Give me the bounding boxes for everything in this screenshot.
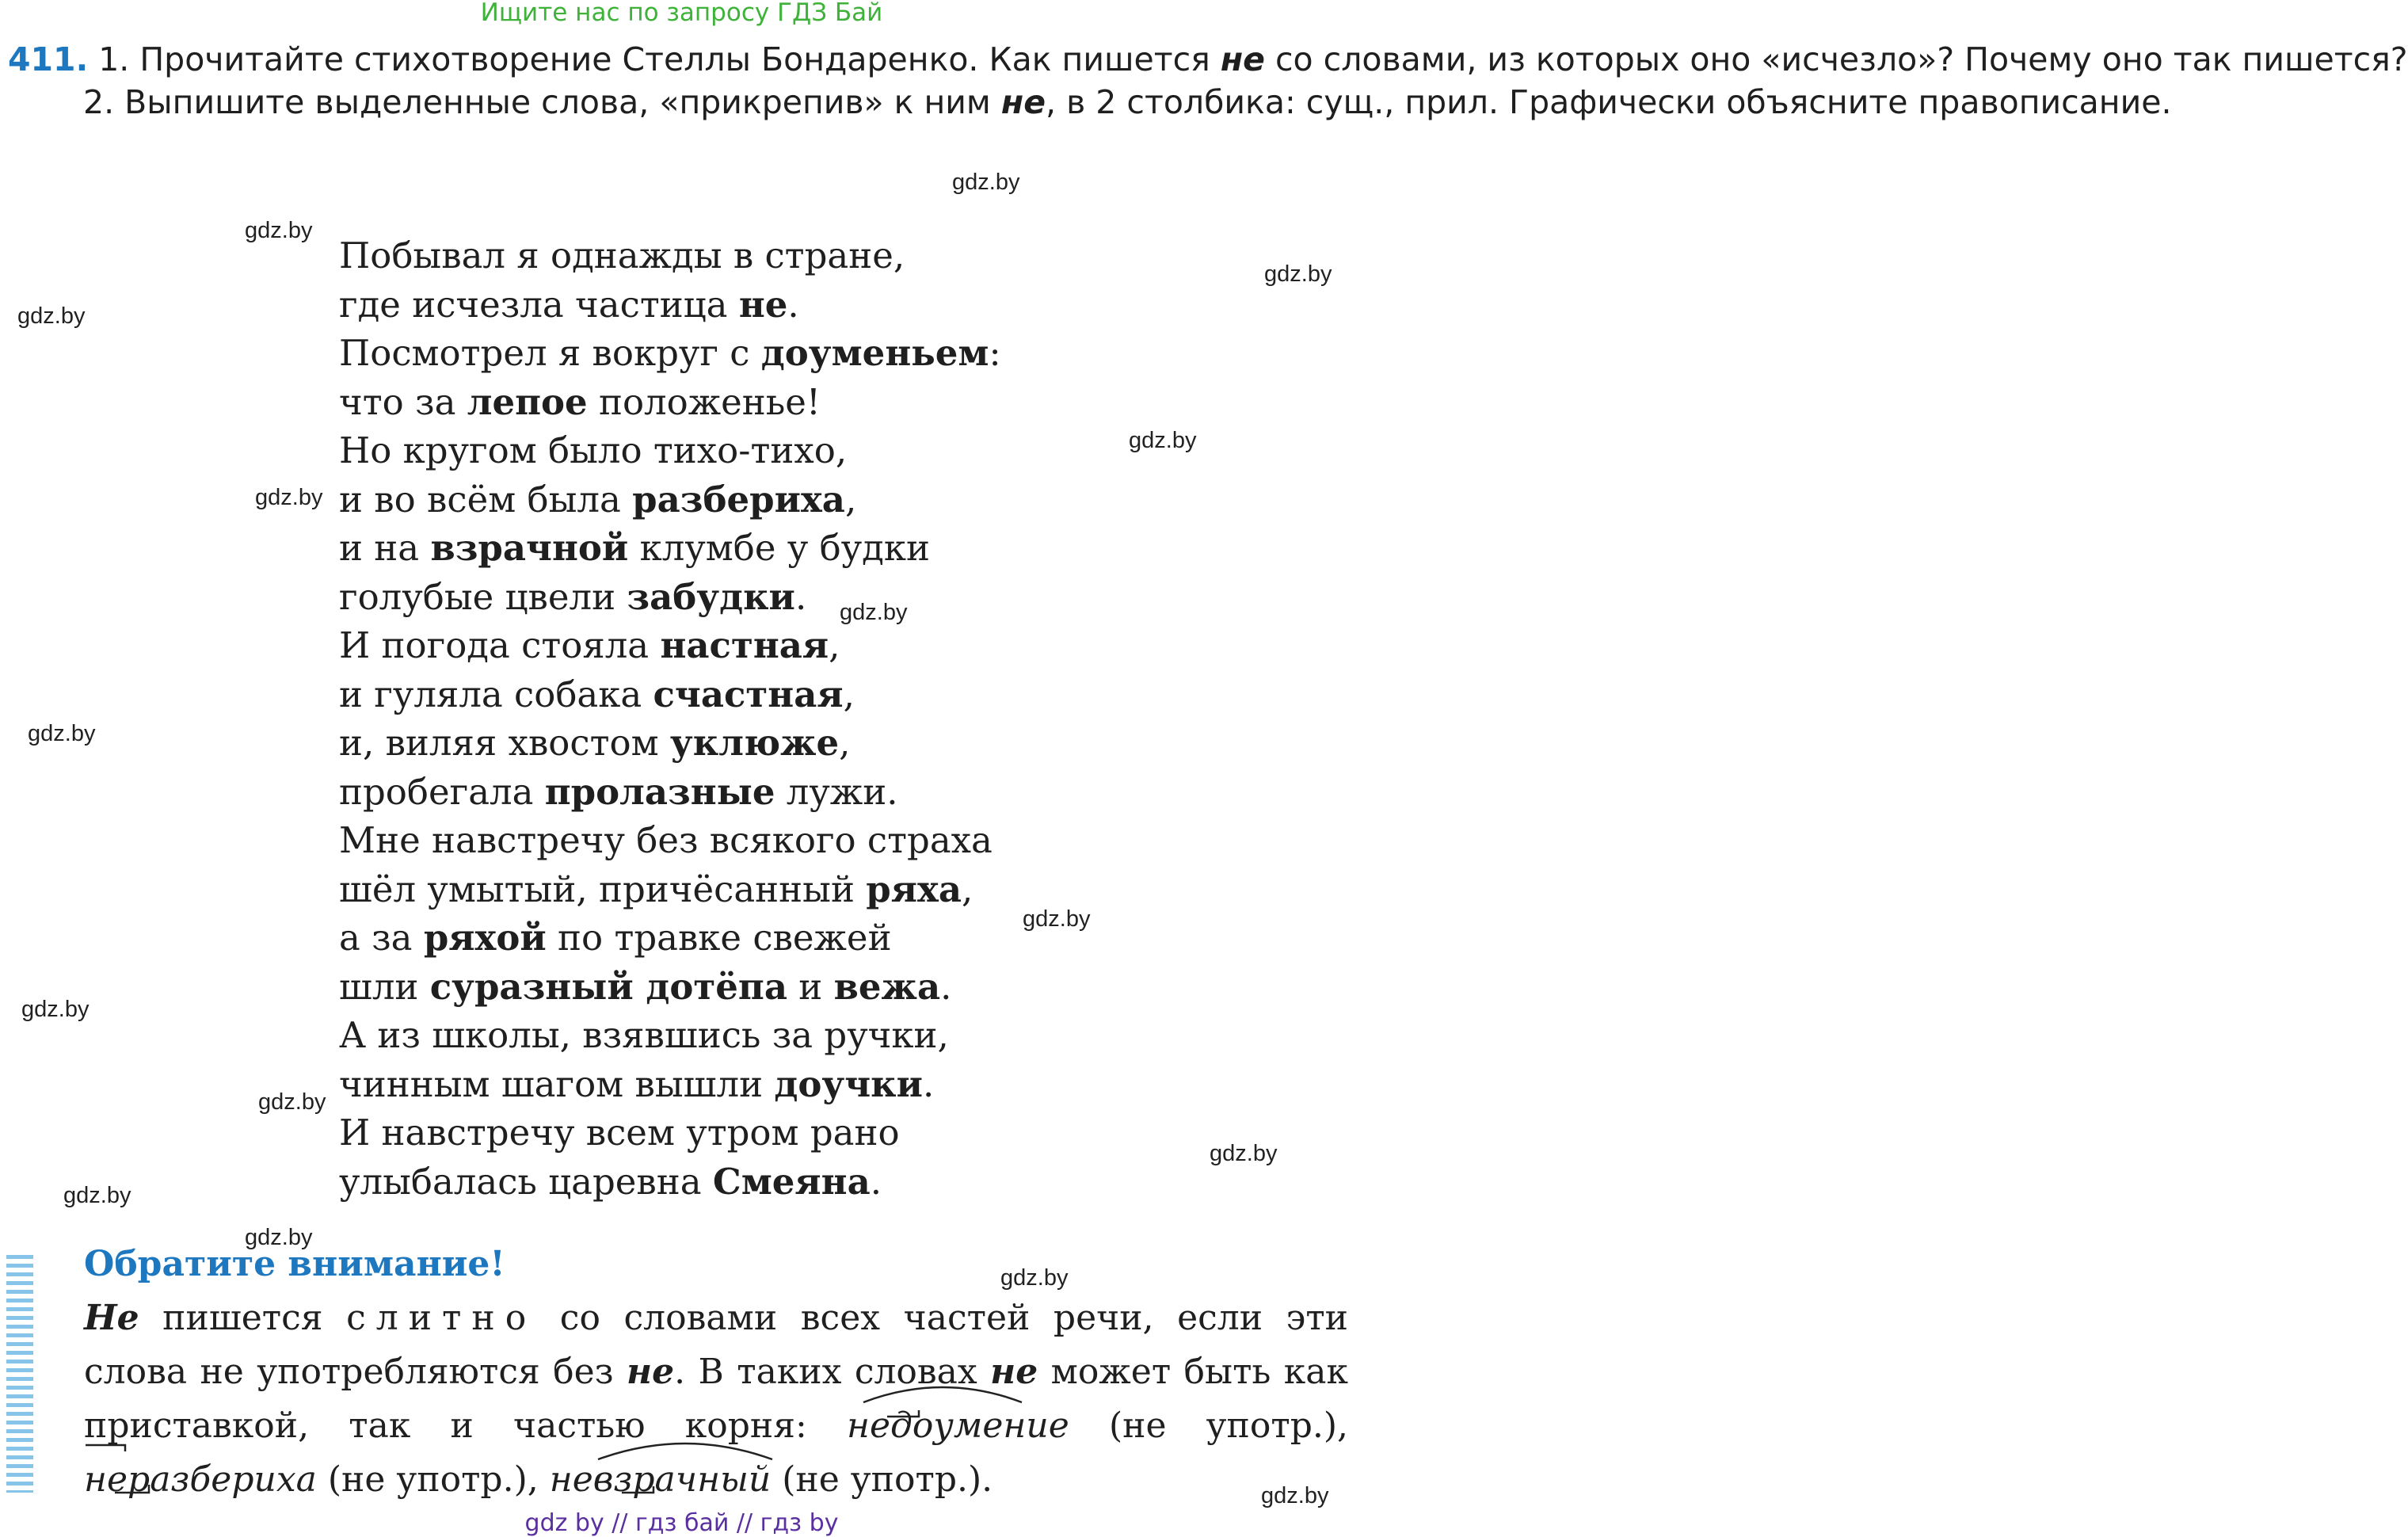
poem-text: голубые цвели [339, 575, 627, 618]
poem-bold-word: ряха [866, 868, 962, 910]
poem-text: что за [339, 380, 467, 423]
poem-bold-word: счастная [653, 673, 844, 715]
poem-bold-word: ряхой [423, 917, 547, 959]
poem-text: и, виляя хвостом [339, 722, 670, 764]
poem-bold-word: лепое [467, 380, 588, 423]
poem-text: , [961, 868, 973, 910]
prefix-mark [79, 1428, 238, 1499]
note-text: (не употр.), [1069, 1405, 1348, 1446]
task-number: 411. [8, 40, 89, 78]
note-slitno: слитно [346, 1298, 537, 1338]
poem-text: Посмотрел я вокруг с [339, 332, 761, 374]
poem-text: шли [339, 965, 430, 1008]
poem-text: , [843, 673, 855, 715]
poem-bold-word: вежа [833, 965, 941, 1008]
poem-text: а за [339, 917, 424, 959]
watermark: gdz.by [245, 1225, 313, 1250]
poem-line [339, 329, 1001, 378]
top-banner: Ищите нас по запросу ГДЗ Бай [480, 0, 883, 27]
poem-line [339, 913, 1001, 963]
watermark: gdz.by [1000, 1265, 1069, 1291]
poem-text: , [829, 624, 840, 666]
example-nedoumenie: недоумение [846, 1405, 1069, 1446]
root-arc-mark [590, 1426, 844, 1497]
poem-line [339, 1011, 1001, 1060]
footer-credits: gdz by // гдз бай // гдз by [524, 1509, 839, 1537]
poem-text: положенье! [587, 380, 821, 423]
watermark: gdz.by [840, 600, 908, 625]
poem-bold-word: суразный дотёпа [429, 965, 787, 1008]
poem-line [339, 1060, 1001, 1109]
poem-text: . [870, 1160, 882, 1203]
example-nevzrachny: невзрачный [549, 1459, 772, 1500]
poem [339, 231, 1001, 1206]
note-text: со словами всех частей речи, если эти слова не употребляются без [84, 1298, 1348, 1392]
poem-bold-word: пролазные [544, 770, 775, 813]
watermark: gdz.by [63, 1183, 131, 1208]
note-ne: Не [84, 1298, 139, 1338]
root-arc-mark [855, 1371, 1093, 1418]
poem-line [339, 475, 1001, 524]
poem-line [339, 1158, 1001, 1207]
poem-line [339, 816, 1001, 865]
poem-text: . [923, 1062, 935, 1105]
poem-line [339, 670, 1001, 719]
poem-line [339, 280, 1001, 330]
poem-text: где исчезла частица [339, 283, 739, 326]
watermark: gdz.by [1264, 261, 1332, 287]
poem-text: И погода стояла [339, 624, 661, 666]
task-paragraph-1 [8, 38, 2408, 81]
poem-bold-word: настная [660, 624, 829, 666]
poem-text: лужи. [775, 770, 898, 813]
poem-text: и во всём была [339, 478, 633, 521]
task-text: , в 2 столбика: сущ., прил. Графически объясните правописание. [1046, 83, 2172, 121]
poem-text: Мне навстречу без всякого страха [339, 819, 993, 861]
watermark: gdz.by [21, 997, 90, 1022]
poem-bold-word: взрачной [430, 527, 629, 569]
poem-line [339, 621, 1001, 670]
watermark: gdz.by [1023, 906, 1091, 932]
task-ne: не [1220, 40, 1265, 78]
poem-text: : [989, 332, 1001, 374]
poem-text: Побывал я однажды в стране, [339, 235, 905, 277]
poem-line [339, 426, 1001, 475]
task-ne: не [1000, 83, 1046, 121]
poem-line [339, 719, 1001, 768]
poem-line [339, 378, 1001, 427]
watermark: gdz.by [17, 303, 86, 329]
poem-text: шёл умытый, причёсанный [339, 868, 867, 910]
poem-text: и [787, 965, 834, 1008]
poem-text: и на [339, 527, 431, 569]
poem-line [339, 865, 1001, 914]
poem-text: . [794, 575, 807, 618]
note-title: Обратите внимание! [84, 1244, 505, 1284]
poem-text: чинным шагом вышли [339, 1062, 775, 1105]
note-text: (не употр.). [771, 1459, 993, 1500]
note-ne: не [627, 1352, 675, 1392]
poem-bold-word: не [738, 283, 788, 326]
poem-text: улыбалась царевна [339, 1160, 713, 1203]
poem-text: и гуляла собака [339, 673, 653, 715]
poem-line [339, 1108, 1001, 1158]
task-text: 1. Прочитайте стихотворение Стеллы Бондаренко. Как пишется [88, 40, 1221, 78]
watermark: gdz.by [952, 170, 1020, 195]
note-text: (не употр.), [316, 1459, 550, 1500]
watermark: gdz.by [255, 485, 323, 510]
poem-line [339, 231, 1001, 280]
poem-text: И навстречу всем утром рано [339, 1112, 900, 1154]
task-paragraph-2 [8, 81, 2172, 124]
watermark: gdz.by [1129, 428, 1197, 453]
watermark: gdz.by [1261, 1483, 1329, 1508]
watermark: gdz.by [1210, 1141, 1278, 1166]
task-text: 2. Выпишите выделенные слова, «прикрепив» к ним [83, 83, 1001, 121]
poem-text: . [787, 283, 799, 326]
watermark: gdz.by [28, 721, 96, 746]
task-block [8, 38, 2408, 124]
note-text: может быть как приставкой, так и частью корня: [84, 1352, 1348, 1446]
poem-line [339, 963, 1001, 1012]
poem-bold-word: доуменьем [760, 332, 989, 374]
poem-text: , [844, 478, 857, 521]
task-text: со словами, из которых оно «исчезло»? Почему оно так пишется? [1264, 40, 2408, 78]
watermark: gdz.by [245, 218, 313, 243]
note-ne: не [990, 1352, 1038, 1392]
poem-text: Но кругом было тихо-тихо, [339, 429, 848, 471]
poem-bold-word: доучки [774, 1062, 923, 1105]
poem-text: . [940, 965, 952, 1008]
watermark: gdz.by [258, 1089, 326, 1115]
poem-bold-word: разбериха [632, 478, 845, 521]
note-text: . В таких словах [674, 1352, 991, 1392]
poem-text: пробегала [339, 770, 545, 813]
side-stripes-decoration [6, 1255, 33, 1493]
note-text: пишется [139, 1298, 347, 1338]
poem-bold-word: уклюже [669, 722, 840, 764]
poem-text: , [839, 722, 851, 764]
example-nerazberikha: неразбериха [84, 1459, 317, 1500]
poem-text: по травке свежей [546, 917, 892, 959]
poem-text: клумбе у будки [628, 527, 931, 569]
poem-bold-word: Смеяна [712, 1160, 871, 1203]
poem-bold-word: забудки [627, 575, 795, 618]
poem-line [339, 524, 1001, 573]
poem-line [339, 768, 1001, 817]
poem-text: А из школы, взявшись за ручки, [339, 1014, 949, 1056]
